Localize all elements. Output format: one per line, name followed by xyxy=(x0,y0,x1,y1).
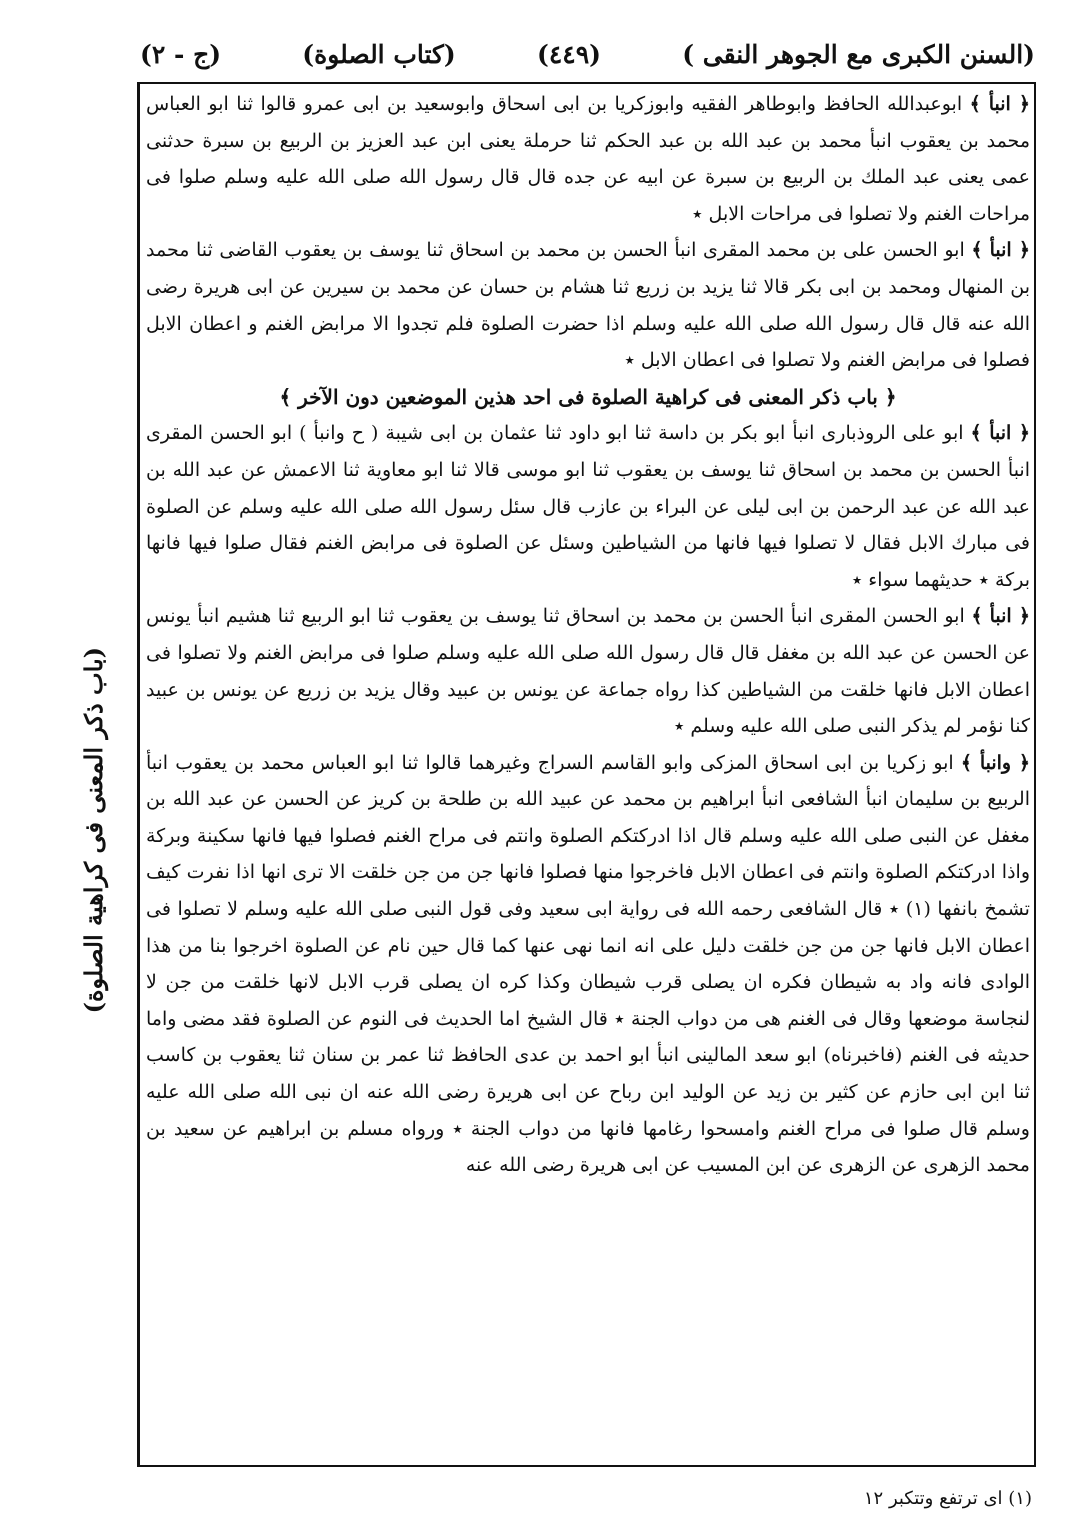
hadith-paragraph xyxy=(146,598,1030,744)
page-number: (٤٤٩) xyxy=(537,39,601,69)
hadith-paragraph xyxy=(146,415,1030,598)
section-heading: ﴿ باب ذکر المعنى فى کراهية الصلوة فى احد هذين الموضعين دون الآخر ﴾ xyxy=(279,384,897,409)
paragraph-text: ابو زكريا بن ابى اسحاق المزكى وابو القاسم السراج وغيرهما قالوا ثنا ابو العباس محمد بن يعقوب انبأ الربيع بن سليمان انبأ الشافعى انبأ ابراهيم بن محمد عن عبيد الله بن طلحة بن كريز عن الحسن عن عبد الله بن مغفل عن النبى صلى الله عليه وسلم قال اذا ادركتكم الصلوة وانتم فى مراح الغنم فصلوا فيها فانها سكينة وبركة واذا ادركتكم الصلوة وانتم فى اعطان الابل فاخرجوا منها فصلوا فانها جن من جن خلقت الا ترى انها اذا نفرت كيف تشمخ بانفها (١) ٭ قال الشافعى رحمه الله فى رواية ابى سعيد وفى قول النبى صلى الله عليه وسلم لا تصلوا فى اعطان الابل فانها جن من جن خلقت دليل على انه انما نهى عنها كما قال حين نام عن الصلوة اخرجوا بنا من هذا الوادى فانه واد به شيطان فكره ان يصلى قرب شيطان وكذا كره ان يصلى قرب الابل لانها خلقت من جن لا لنجاسة موضعها وقال فى الغنم هى من دواب الجنة ٭ قال الشيخ اما الحديث فى النوم عن الصلوة فقد مضى واما حديثه فى الغنم (فاخبرناه) ابو سعد المالينى انبأ ابو احمد بن عدى الحافظ ثنا عمر بن سنان ثنا يعقوب بن كاسب ثنا ابن ابى حازم عن كثير بن زيد عن الوليد ابن رباح عن ابى هريرة رضى الله عنه ان نبى الله صلى الله عليه وسلم قال صلوا فى مراح الغنم وامسحوا رغامها فانها من دواب الجنة ٭ ورواه مسلم بن ابراهيم عن سعيد بن محمد الزهرى عن الزهرى عن ابن المسيب عن ابى هريرة رضى الله عنه xyxy=(146,751,1030,1177)
side-margin xyxy=(58,460,128,1200)
side-chapter-title: (باب ذکر المعنى فى کراهية الصلوة) xyxy=(78,646,108,1014)
hadith-paragraph xyxy=(146,86,1030,232)
paragraph-lead: ﴿ وانبأ ﴾ xyxy=(960,751,1030,774)
book-title: (السنن الکبرى مع الجوهر النقى ) xyxy=(682,39,1035,69)
hadith-paragraph xyxy=(146,232,1030,378)
paragraph-text: ابو الحسن على بن محمد المقرى انبأ الحسن بن محمد بن اسحاق ثنا يوسف بن يعقوب القاضى ثنا محمد بن المنهال ومحمد بن ابى بكر قالا ثنا يزيد بن زريع ثنا هشام بن حسان عن محمد بن سيرين عن ابى هريرة رضى الله عنه قال قال رسول الله صلى الله عليه وسلم اذا حضرت الصلوة فلم تجدوا الا مرابض الغنم و اعطان الابل فصلوا فى مرابض الغنم ولا تصلوا فى اعطان الابل ٭ xyxy=(146,239,1030,372)
paragraph-lead: ﴿ انبأ ﴾ xyxy=(969,93,1030,115)
paragraph-lead: ﴿ انبأ ﴾ xyxy=(971,605,1031,628)
text-body xyxy=(146,86,1030,1184)
paragraph-text: ابو على الروذبارى انبأ ابو بكر بن داسة ثنا ابو داود ثنا عثمان بن ابى شيبة ( ح وانبأ ) ابو الحسن المقرى انبأ الحسن بن محمد بن اسحاق ثنا يوسف بن يعقوب ثنا ابو موسى قالا ثنا ابو معاوية ثنا الاعمش عن عبد الله بن عبد الله عن عبد الرحمن بن ابى ليلى عن البراء بن عازب قال سئل رسول الله صلى الله عليه وسلم عن الصلوة فى مبارك الابل فقال لا تصلوا فيها فانها من الشياطين وسئل عن الصلوة فى مرابض الغنم فقال صلوا فيها فانها بركة ٭ حديثهما سواء ٭ xyxy=(146,422,1030,591)
chapter-title: (کتاب الصلوة) xyxy=(302,39,456,69)
paragraph-lead: ﴿ انبأ ﴾ xyxy=(971,239,1030,262)
paragraph-lead: ﴿ انبأ ﴾ xyxy=(970,422,1030,445)
footnote: (١) اى ترتفع وتتکبر ١٢ xyxy=(863,1488,1032,1509)
volume-label: (ج - ٢) xyxy=(140,39,222,69)
page-header xyxy=(140,28,1035,80)
hadith-paragraph xyxy=(146,745,1030,1184)
paragraph-text: ابو الحسن المقرى انبأ الحسن بن محمد بن اسحاق ثنا يوسف بن يعقوب ثنا ابو الربيع ثنا هشيم انبأ يونس عن الحسن عن عبد الله بن مغفل قال قال رسول الله صلى الله عليه وسلم صلوا فى مرابض الغنم ولا تصلوا فى اعطان الابل فانها خلقت من الشياطين كذا رواه جماعة عن يونس بن عبيد وقال يزيد بن زريع عن يونس بن عبيد كنا نؤمر لم يذكر النبى صلى الله عليه وسلم ٭ xyxy=(146,605,1030,738)
paragraph-text: ابوعبدالله الحافظ وابوطاهر الفقيه وابوزكريا بن ابى اسحاق وابوسعيد بن ابى عمرو قالوا ثنا ابو العباس محمد بن يعقوب انبأ محمد بن عبد الله بن عبد الحكم ثنا حرملة يعنى ابن عبد العزيز بن الربيع بن سبرة حدثنى عمى يعنى عبد الملك بن الربيع بن سبرة عن ابيه عن جده قال قال رسول الله صلى الله عليه وسلم صلوا فى مراحات الغنم ولا تصلوا فى مراحات الابل ٭ xyxy=(146,93,1030,225)
